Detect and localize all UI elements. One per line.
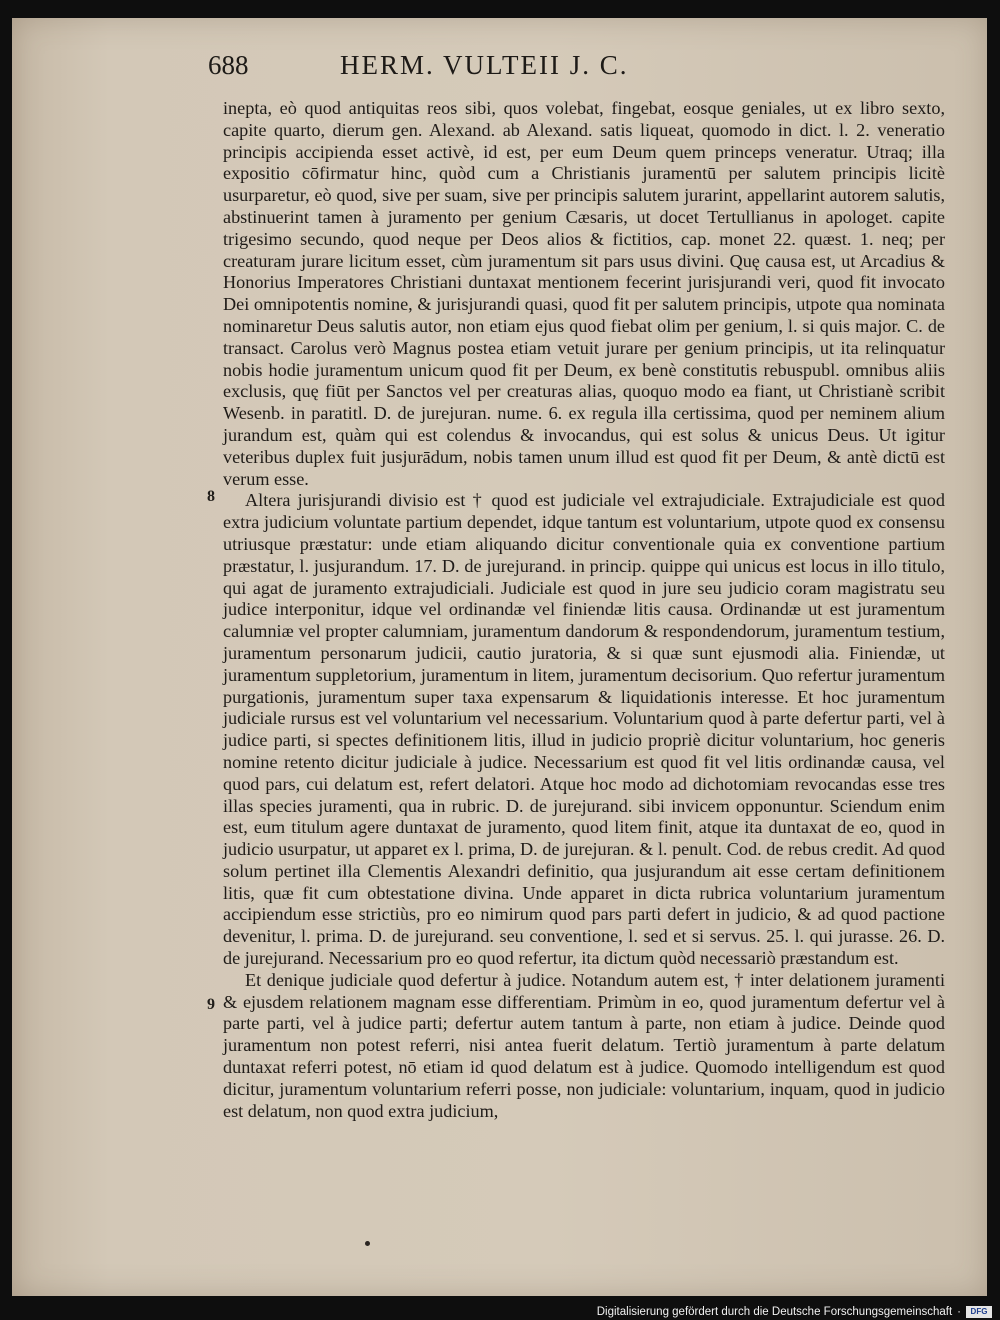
paragraph-2: Altera jurisjurandi divisio est † quod est judiciale vel extrajudiciale. Extrajudiciale est quod extra judicium voluntate partium dependet, idque tantum est voluntarium, utpote quod ex consensu utriusque præstatur: unde etiam aliquando dicitur conventionale quia ex conventione partium præstatur, l. jusjurandum. 17. D. de jurejurand. in princip. quippe qui unicus est locus in illo titulo, qui agat de juramento extrajudiciali. Judiciale est quod in jure seu judicio coram magistratu seu judice interponitur, idque vel ordinandæ vel finiendæ litis causa. Ordinandæ ut est juramentum calumniæ vel propter calumniam, juramentum dandorum & respondendorum, juramentum testium, juramentum personarum judicii, cautio juratoria, & si quæ sunt ejusmodi alia. Finiendæ, ut juramentum suppletorium, juramentum in litem, juramentum decisorium. Quo refertur juramentum purgationis, juramentum super taxa expensarum & liquidationis interesse. Et hoc juramentum judiciale rursus est vel voluntarium vel necessarium. Voluntarium quod à parte defertur parti, vel à judice parti, si spectes definitionem litis, illud in judicio propriè dicitur voluntarium, hoc generis nomine retento dicitur judiciale à judice. Necessarium est quod fit vel litis ordinandæ causa, vel quod pars, cui delatum est, refert delatori. Atque hoc modo ad dichotomiam revocandas esse tres illas species juramenti, qua in rubric. D. de jurejurand. sibi invicem opponuntur. Sciendum enim est, eum titulum agere duntaxat de juramento, quod litem finit, atque ita duntaxat de eo, quod in judicio usurpatur, ut apparet ex l. prima, D. de jurejuran. & l. penult. Cod. de rebus credit. Ad quod solum pertinet illa Clementis Alexandri definitio, qua jusjurandum ait esse certam definitionem litis, quæ fit cum obtestatione divina. Unde apparet in dicta rubrica voluntarium juramentum accipiendum esse strictiùs, pro eo nimirum quod pars parti defert in judicio, & ad quod pactione devenitur, l. prima. D. de jurejurand. seu conventione, l. sed et si servus. 25. l. qui jurasse. 26. D. de jurejurand. Necessarium pro eo quod refertur, ita dictum quòd necessariò præstandum est. (223, 490, 945, 969)
digitization-footer: Digitalisierung gefördert durch die Deutsche Forschungsgemeinschaft · DFG (597, 1303, 992, 1320)
body-text (223, 98, 945, 1122)
page-number: 688 (208, 50, 249, 80)
header-title: HERM. VULTEII J. C. (340, 50, 629, 80)
ink-dot (365, 1241, 370, 1246)
paragraph-1: inepta, eò quod antiquitas reos sibi, quos volebat, fingebat, eosque geniales, ut ex libro sexto, capite quarto, dierum gen. Alexand. ab Alexand. satis liqueat, quomodo in dict. l. 2. veneratio principis accipienda esset activè, id est, per eum Deum quem princeps veneratur. Utraq; illa expositio cōfirmatur hinc, quòd cum a Christianis juramentū per salutem principis licitè usurparetur, eò quod, sive per suam, sive per principis salutem jurarint, appellarint autorem salutis, abstinuerint tamen à juramento per genium Cæsaris, ut docet Tertullianus in apologet. capite trigesimo secundo, quod neque per Deos alios & fictitios, cap. monet 22. quæst. 1. neq; per creaturam jurare licitum esset, cùm juramentum sit pars usus divini. Quę causa est, ut Arcadius & Honorius Imperatores Christiani duntaxat mentionem fecerint jurisjurandi veri, quod fit invocato Dei omnipotentis nomine, & jurisjurandi quasi, quod fit per salutem principis, utpote qua nominata nominaretur Deus salutis autor, non etiam ejus quod fiebat olim per genium, l. si quis major. C. de transact. Carolus verò Magnus postea etiam vetuit jurare per genium principis, ut ita relinquatur nobis hodie juramentum unicum quod fit per Deum, ex benè constitutis rebuspubl. omnibus aliis exclusis, quę fiūt per Sanctos vel per creaturas alias, quoquo modo ea fiant, ut Christianè scribit Wesenb. in paratitl. D. de jurejuran. nume. 6. ex regula illa certissima, quod per neminem alium jurandum est, quàm qui est colendus & invocandus, qui est solus & unicus Deus. Ut igitur veteribus duplex fuit jusjurādum, nobis tamen unum illud est quod fit per Deum, & antè dictū est verum esse. (223, 98, 945, 489)
dfg-logo: DFG (966, 1306, 992, 1318)
margin-note-8: 8 (207, 488, 215, 505)
margin-note-9: 9 (207, 996, 215, 1013)
footer-text: Digitalisierung gefördert durch die Deutsche Forschungsgemeinschaft (596, 1305, 953, 1318)
running-head (208, 50, 968, 81)
paragraph-3: Et denique judiciale quod defertur à judice. Notandum autem est, † inter delationem juramenti & ejusdem relationem magnam esse differentiam. Primùm in eo, quod juramentum defertur vel à parte parti, vel à judice parti; defertur autem tantum à parte, non etiam à judice. Deinde quod juramentum non potest referri, nisi antea fuerit delatum. Tertiò juramentum à parte delatum duntaxat referri potest, nō etiam id quod delatum est à judice. Quomodo intelligendum est quod dicitur, juramentum voluntarium referri posse, non judiciale: voluntarium, inquam, quod in judicio est delatum, non quod extra judicium, (223, 969, 945, 1121)
